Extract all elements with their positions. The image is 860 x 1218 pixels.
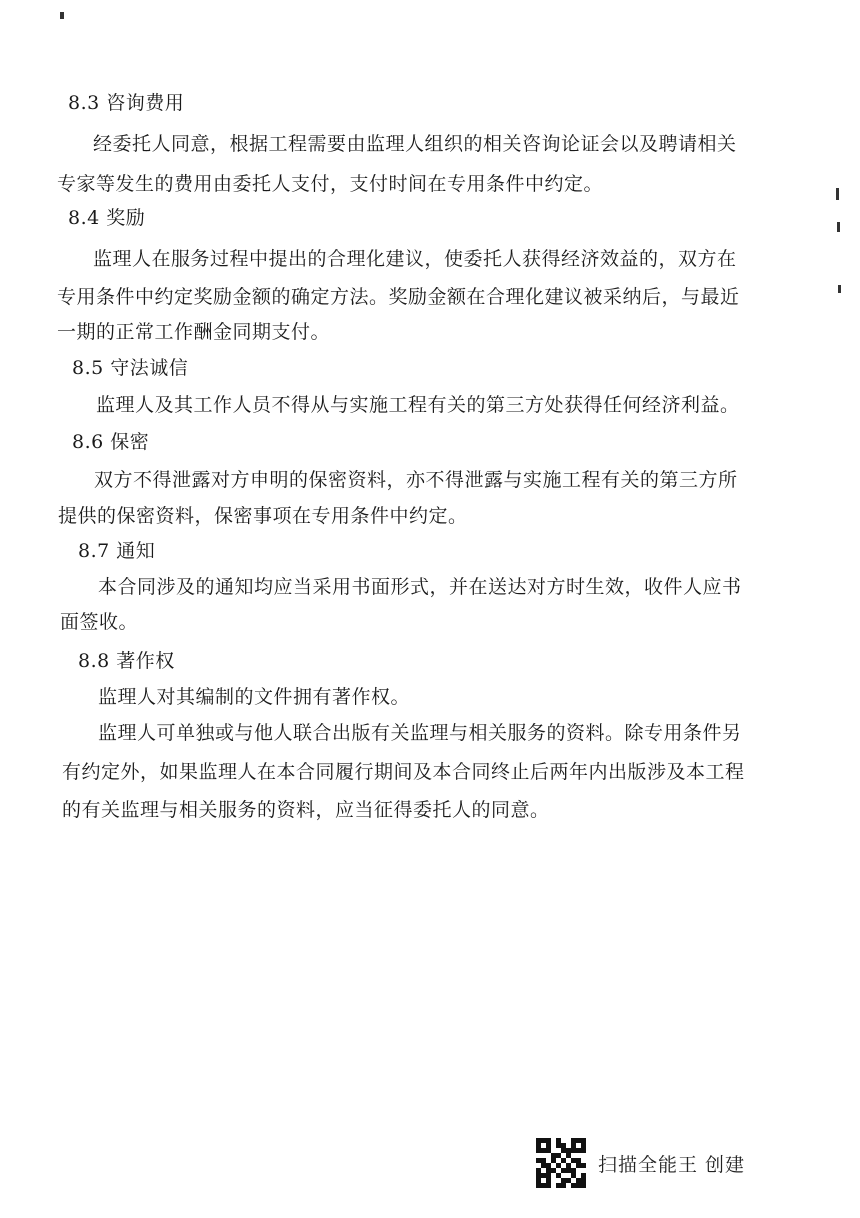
paragraph-line: 专用条件中约定奖励金额的确定方法。奖励金额在合理化建议被采纳后，与最近	[57, 286, 740, 308]
section-heading: 8.3 咨询费用	[68, 92, 185, 114]
paragraph-line: 监理人可单独或与他人联合出版有关监理与相关服务的资料。除专用条件另	[98, 722, 742, 744]
paragraph-line: 一期的正常工作酬金同期支付。	[57, 321, 331, 343]
qr-code-icon	[536, 1138, 586, 1188]
paragraph-line: 监理人在服务过程中提出的合理化建议，使委托人获得经济效益的，双方在	[93, 248, 737, 270]
section-heading: 8.4 奖励	[68, 207, 146, 229]
scan-mark	[838, 285, 841, 293]
paragraph-line: 的有关监理与相关服务的资料，应当征得委托人的同意。	[62, 799, 550, 821]
paragraph-line: 提供的保密资料，保密事项在专用条件中约定。	[58, 505, 468, 527]
section-heading: 8.6 保密	[72, 431, 150, 453]
paragraph-line: 有约定外，如果监理人在本合同履行期间及本合同终止后两年内出版涉及本工程	[62, 761, 745, 783]
scanner-watermark	[536, 1138, 745, 1188]
section-heading: 8.5 守法诚信	[72, 357, 189, 379]
paragraph-line: 专家等发生的费用由委托人支付，支付时间在专用条件中约定。	[57, 173, 604, 195]
paragraph-line: 面签收。	[60, 611, 139, 633]
section-heading: 8.8 著作权	[78, 650, 175, 672]
paragraph-line: 双方不得泄露对方申明的保密资料，亦不得泄露与实施工程有关的第三方所	[94, 469, 738, 491]
section-heading: 8.7 通知	[78, 540, 156, 562]
scan-mark	[60, 12, 64, 19]
paragraph-line: 经委托人同意，根据工程需要由监理人组织的相关咨询论证会以及聘请相关	[93, 133, 737, 155]
watermark-text: 扫描全能王 创建	[598, 1153, 746, 1176]
paragraph-line: 本合同涉及的通知均应当采用书面形式，并在送达对方时生效，收件人应书	[98, 576, 742, 598]
scan-mark	[837, 222, 840, 232]
paragraph-line: 监理人对其编制的文件拥有著作权。	[98, 686, 411, 708]
paragraph-line: 监理人及其工作人员不得从与实施工程有关的第三方处获得任何经济利益。	[96, 394, 740, 416]
scan-mark	[836, 188, 839, 200]
